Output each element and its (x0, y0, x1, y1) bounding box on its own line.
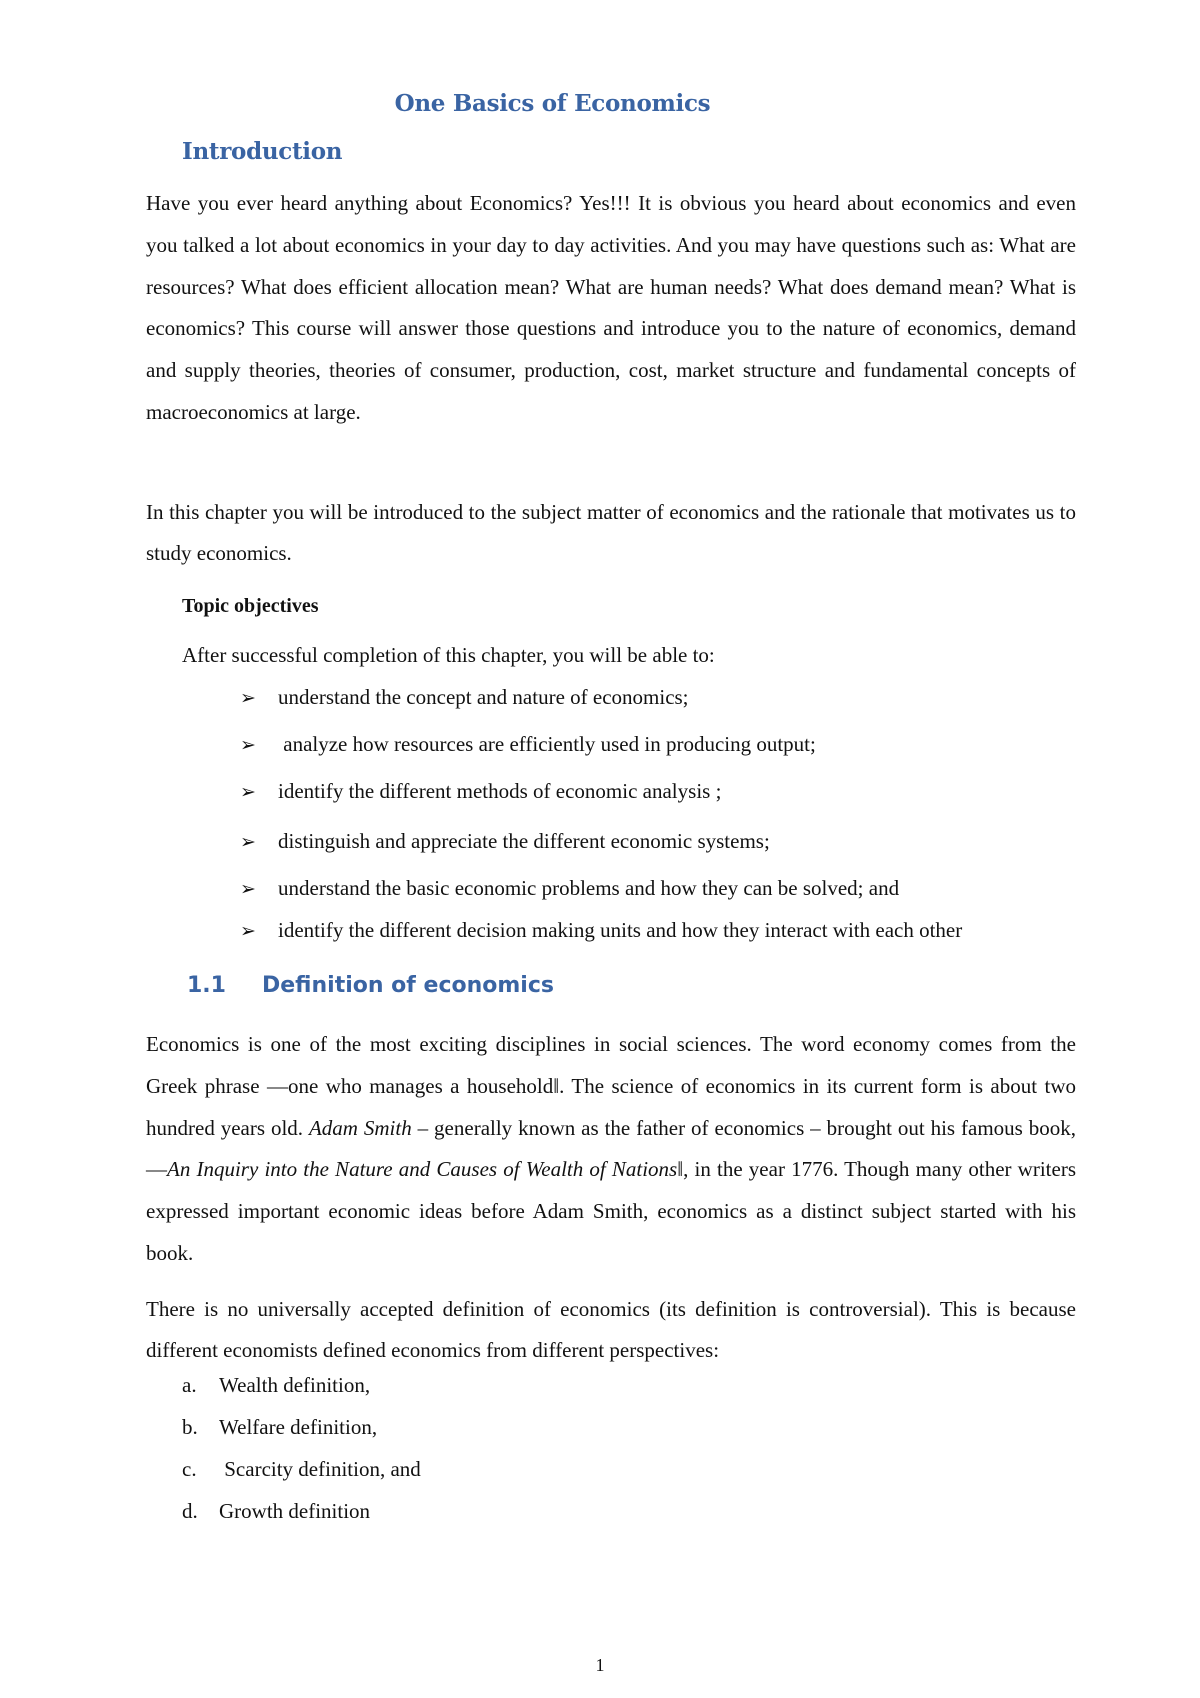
book-title: An Inquiry into the Nature and Causes of Wealth of Nations (167, 1157, 678, 1182)
list-item-text: Growth definition (219, 1499, 371, 1523)
list-item-text: identify the different methods of economic analysis ; (278, 779, 722, 803)
list-item (240, 732, 816, 757)
list-letter: d. (182, 1499, 198, 1523)
section-number: 1.1 (187, 973, 226, 998)
arrow-bullet-icon: ➢ (240, 878, 256, 900)
arrow-bullet-icon: ➢ (240, 781, 256, 803)
list-item-text: Scarcity definition, and (219, 1457, 421, 1481)
section-title: Definition of economics (262, 973, 554, 998)
author-name: Adam Smith (308, 1115, 412, 1140)
list-item-text: analyze how resources are efficiently used in producing output; (278, 732, 816, 756)
list-item (240, 779, 721, 804)
paragraph-text: – generally known as the father of economics – brought out his famous book, ― (146, 1115, 1077, 1182)
arrow-bullet-icon: ➢ (240, 734, 256, 756)
list-item-text: distinguish and appreciate the different economic systems; (278, 829, 770, 853)
list-item-text: understand the basic economic problems and how they can be solved; and (278, 876, 900, 900)
list-item-text: Wealth definition, (219, 1373, 371, 1397)
objectives-lead-in: After successful completion of this chapter, you will be able to: (182, 643, 715, 667)
introduction-heading: Introduction (182, 138, 343, 165)
paragraph-text: Economics is one of the most exciting disciplines in social sciences. The word economy comes from the Greek phrase ―one who manages a household‖. The science of economics in its current form is about two hundred years old. (146, 1032, 1076, 1140)
topic-objectives-heading: Topic objectives (182, 595, 319, 617)
list-item (240, 918, 962, 943)
section-heading-definition (187, 973, 554, 998)
page-number: 1 (595, 1655, 605, 1675)
paragraph-text: ‖, in the year 1776. Though many other writers expressed important economic ideas before Adam Smith, economics as a distinct subject started with his book. (146, 1157, 1076, 1265)
list-item (182, 1373, 370, 1398)
list-item (182, 1457, 421, 1482)
list-letter: b. (182, 1415, 198, 1439)
list-item (240, 876, 899, 901)
list-item-text: understand the concept and nature of economics; (278, 685, 689, 709)
list-item-text: Welfare definition, (219, 1415, 378, 1439)
list-item (240, 685, 689, 710)
list-letter: a. (182, 1373, 197, 1397)
definition-paragraph-2: There is no universally accepted definition of economics (its definition is controversial). This is because different economists defined economics from different perspectives: (146, 1297, 1076, 1362)
list-item (182, 1499, 370, 1524)
list-item (240, 829, 770, 854)
introduction-paragraph-1: Have you ever heard anything about Economics? Yes!!! It is obvious you heard about economics and even you talked a lot about economics in your day to day activities. And you may have questions such as: What are resources? What does efficient allocation mean? What are human needs? What does demand mean? What is economics? This course will answer those questions and introduce you to the nature of economics, demand and supply theories, theories of consumer, production, cost, market structure and fundamental concepts of macroeconomics at large. (146, 191, 1076, 424)
definition-paragraph-1 (146, 1024, 1076, 1275)
arrow-bullet-icon: ➢ (240, 687, 256, 709)
introduction-paragraph-2: In this chapter you will be introduced to the subject matter of economics and the rationale that motivates us to study economics. (146, 500, 1076, 565)
list-item (182, 1415, 377, 1440)
arrow-bullet-icon: ➢ (240, 831, 256, 853)
chapter-title: One Basics of Economics (394, 90, 711, 117)
list-letter: c. (182, 1457, 197, 1481)
arrow-bullet-icon: ➢ (240, 920, 256, 942)
list-item-text: identify the different decision making units and how they interact with each other (278, 918, 963, 942)
